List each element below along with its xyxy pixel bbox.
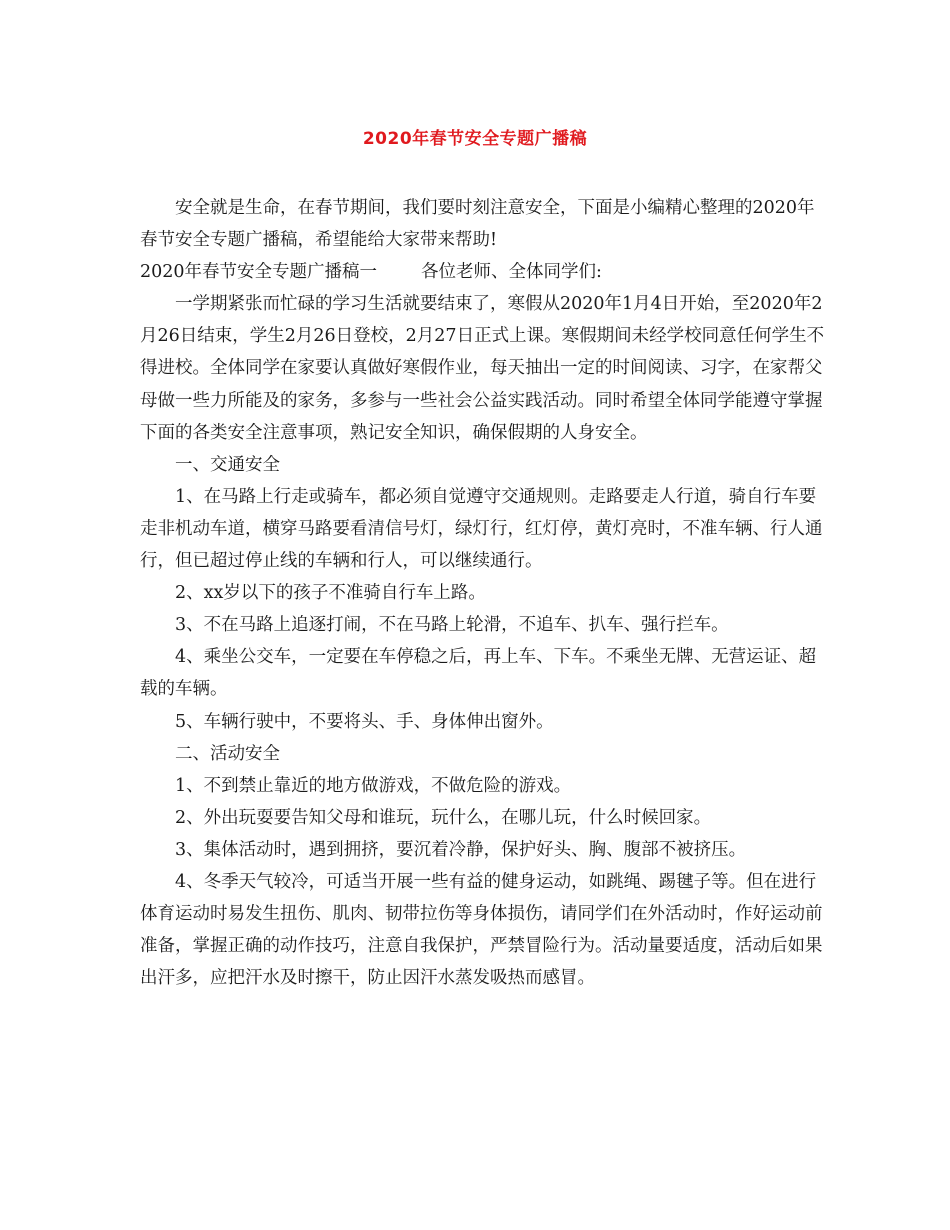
- paragraph-traffic-5: 5、车辆行驶中，不要将头、手、身体伸出窗外。: [175, 711, 554, 732]
- paragraph-traffic-4: 4、乘坐公交车，一定要在车停稳之后，再上车、下车。不乘坐无牌、无营运证、超载的车辆。: [140, 647, 817, 700]
- section-heading-activity: 二、活动安全: [175, 743, 280, 764]
- paragraph-activity-1: 1、不到禁止靠近的地方做游戏，不做危险的游戏。: [175, 775, 572, 796]
- subtitle-right: 各位老师、全体同学们:: [421, 262, 602, 283]
- paragraph-notice: 一学期紧张而忙碌的学习生活就要结束了，寒假从2020年1月4日开始，至2020年2月26日结束，学生2月26日登校，2月27日正式上课。寒假期间未经学校同意任何学生不得进校。全体同学在家要认真做好寒假作业，每天抽出一定的时间阅读、习字，在家帮父母做一些力所能及的家务，多参与一些社会公益实践活动。同时希望全体同学能遵守掌握下面的各类安全注意事项，熟记安全知识，确保假期的人身安全。: [140, 294, 825, 443]
- document-title: 2020年春节安全专题广播稿: [362, 129, 588, 149]
- intro-paragraph: 安全就是生命，在春节期间，我们要时刻注意安全，下面是小编精心整理的2020年春节安全专题广播稿，希望能给大家带来帮助!: [140, 198, 815, 251]
- paragraph-activity-3: 3、集体活动时，遇到拥挤，要沉着冷静，保护好头、胸、腹部不被挤压。: [175, 839, 747, 860]
- section-heading-traffic: 一、交通安全: [175, 454, 280, 475]
- subtitle-line: [140, 256, 830, 288]
- paragraph-traffic-2: 2、xx岁以下的孩子不准骑自行车上路。: [175, 583, 486, 604]
- paragraph-activity-4: 4、冬季天气较冷，可适当开展一些有益的健身运动，如跳绳、踢毽子等。但在进行体育运动时易发生扭伤、肌肉、韧带拉伤等身体损伤，请同学们在外活动时，作好运动前准备，掌握正确的动作技巧，注意自我保护，严禁冒险行为。活动量要适度，活动后如果出汗多，应把汗水及时擦干，防止因汗水蒸发吸热而感冒。: [140, 871, 823, 989]
- paragraph-traffic-1: 1、在马路上行走或骑车，都必须自觉遵守交通规则。走路要走人行道，骑自行车要走非机动车道，横穿马路要看清信号灯，绿灯行，红灯停，黄灯亮时，不准车辆、行人通行，但已超过停止线的车辆和行人，可以继续通行。: [140, 486, 823, 572]
- paragraph-activity-2: 2、外出玩耍要告知父母和谁玩，玩什么，在哪儿玩，什么时候回家。: [175, 807, 712, 828]
- subtitle-left: 2020年春节安全专题广播稿一: [140, 262, 378, 283]
- document-body: [140, 192, 830, 994]
- paragraph-traffic-3: 3、不在马路上追逐打闹，不在马路上轮滑，不追车、扒车、强行拦车。: [175, 615, 729, 636]
